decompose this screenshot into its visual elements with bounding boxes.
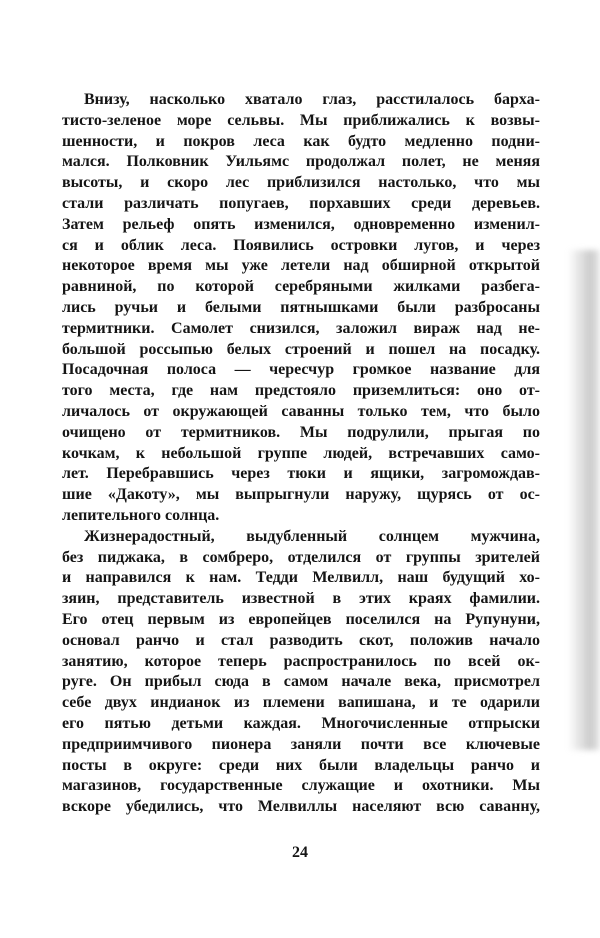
text-line: лись ручьи и белыми пятнышками были разбросаны: [62, 298, 540, 316]
text-line: Его отец первым из европейцев поселился на Рупунуни,: [62, 610, 540, 628]
text-line: шенности, и покров леса как будто медленно подни-: [62, 132, 540, 150]
text-line: того места, где нам предстояло приземлиться: оно от-: [62, 382, 540, 400]
text-line: лет. Перебравшись через тюки и ящики, загромождав-: [62, 465, 540, 483]
text-line: мался. Полковник Уильямс продолжал полет, не меняя: [62, 153, 540, 171]
text-line: некоторое время мы уже летели над обширной открытой: [62, 257, 540, 275]
text-line: Затем рельеф опять изменился, одновременно изменил-: [62, 215, 540, 233]
text-line: очищено от термитников. Мы подрулили, прыгая по: [62, 423, 540, 441]
text-line: посты в округе: среди них были владельцы ранчо и: [62, 756, 540, 774]
text-line: без пиджака, в сомбреро, отделился от группы зрителей: [62, 548, 540, 566]
text-line: стали различать попугаев, порхавших среди деревьев.: [62, 194, 540, 212]
text-line: зяин, представитель известной в этих краях фамилии.: [62, 590, 540, 608]
text-line: большой россыпью белых строений и пошел на посадку.: [62, 340, 540, 358]
text-line: ся и облик леса. Появились островки лугов, и через: [62, 236, 540, 254]
text-line: занятию, которое теперь распространилось по всей ок-: [62, 652, 540, 670]
page-number: 24: [292, 844, 308, 861]
text-line: Внизу, насколько хватало глаз, расстилалось барха-: [84, 91, 540, 108]
text-line: шие «Дакоту», мы выпрыгнули наружу, щурясь от ос-: [62, 486, 540, 504]
text-line: руге. Он прибыл сюда в самом начале века, присмотрел: [62, 673, 540, 691]
text-line: личалось от окружающей саванны только тем, что было: [62, 402, 540, 420]
text-line: себе двух индианок из племени вапишана, и те одарили: [62, 694, 540, 712]
text-line: вскоре убедились, что Мелвиллы населяют всю саванну,: [62, 798, 540, 816]
text-line: кочкам, к небольшой группе людей, встречавших само-: [62, 444, 540, 462]
text-line: термитники. Самолет снизился, заложил вираж над не-: [62, 319, 540, 337]
body-text: [62, 90, 540, 818]
text-line: его пятью детьми каждая. Многочисленные отпрыски: [62, 714, 540, 732]
text-line: предприимчивого пионера заняли почти все ключевые: [62, 735, 540, 753]
text-line: основал ранчо и стал разводить скот, положив начало: [62, 631, 540, 649]
text-line: равниной, по которой серебряными жилками разбега-: [62, 278, 540, 296]
text-line: высоты, и скоро лес приблизился настолько, что мы: [62, 174, 540, 192]
scan-page-edge-shadow: [568, 250, 600, 750]
text-line: и направился к нам. Тедди Мелвилл, наш будущий хо-: [62, 569, 540, 587]
text-line: Посадочная полоса — чересчур громкое название для: [62, 361, 540, 379]
text-line: магазинов, государственные служащие и охотники. Мы: [62, 777, 540, 795]
text-line: тисто-зеленое море сельвы. Мы приближались к возвы-: [62, 111, 540, 129]
text-line: Жизнерадостный, выдубленный солнцем мужчина,: [84, 527, 540, 545]
text-line: лепительного солнца.: [62, 506, 220, 524]
